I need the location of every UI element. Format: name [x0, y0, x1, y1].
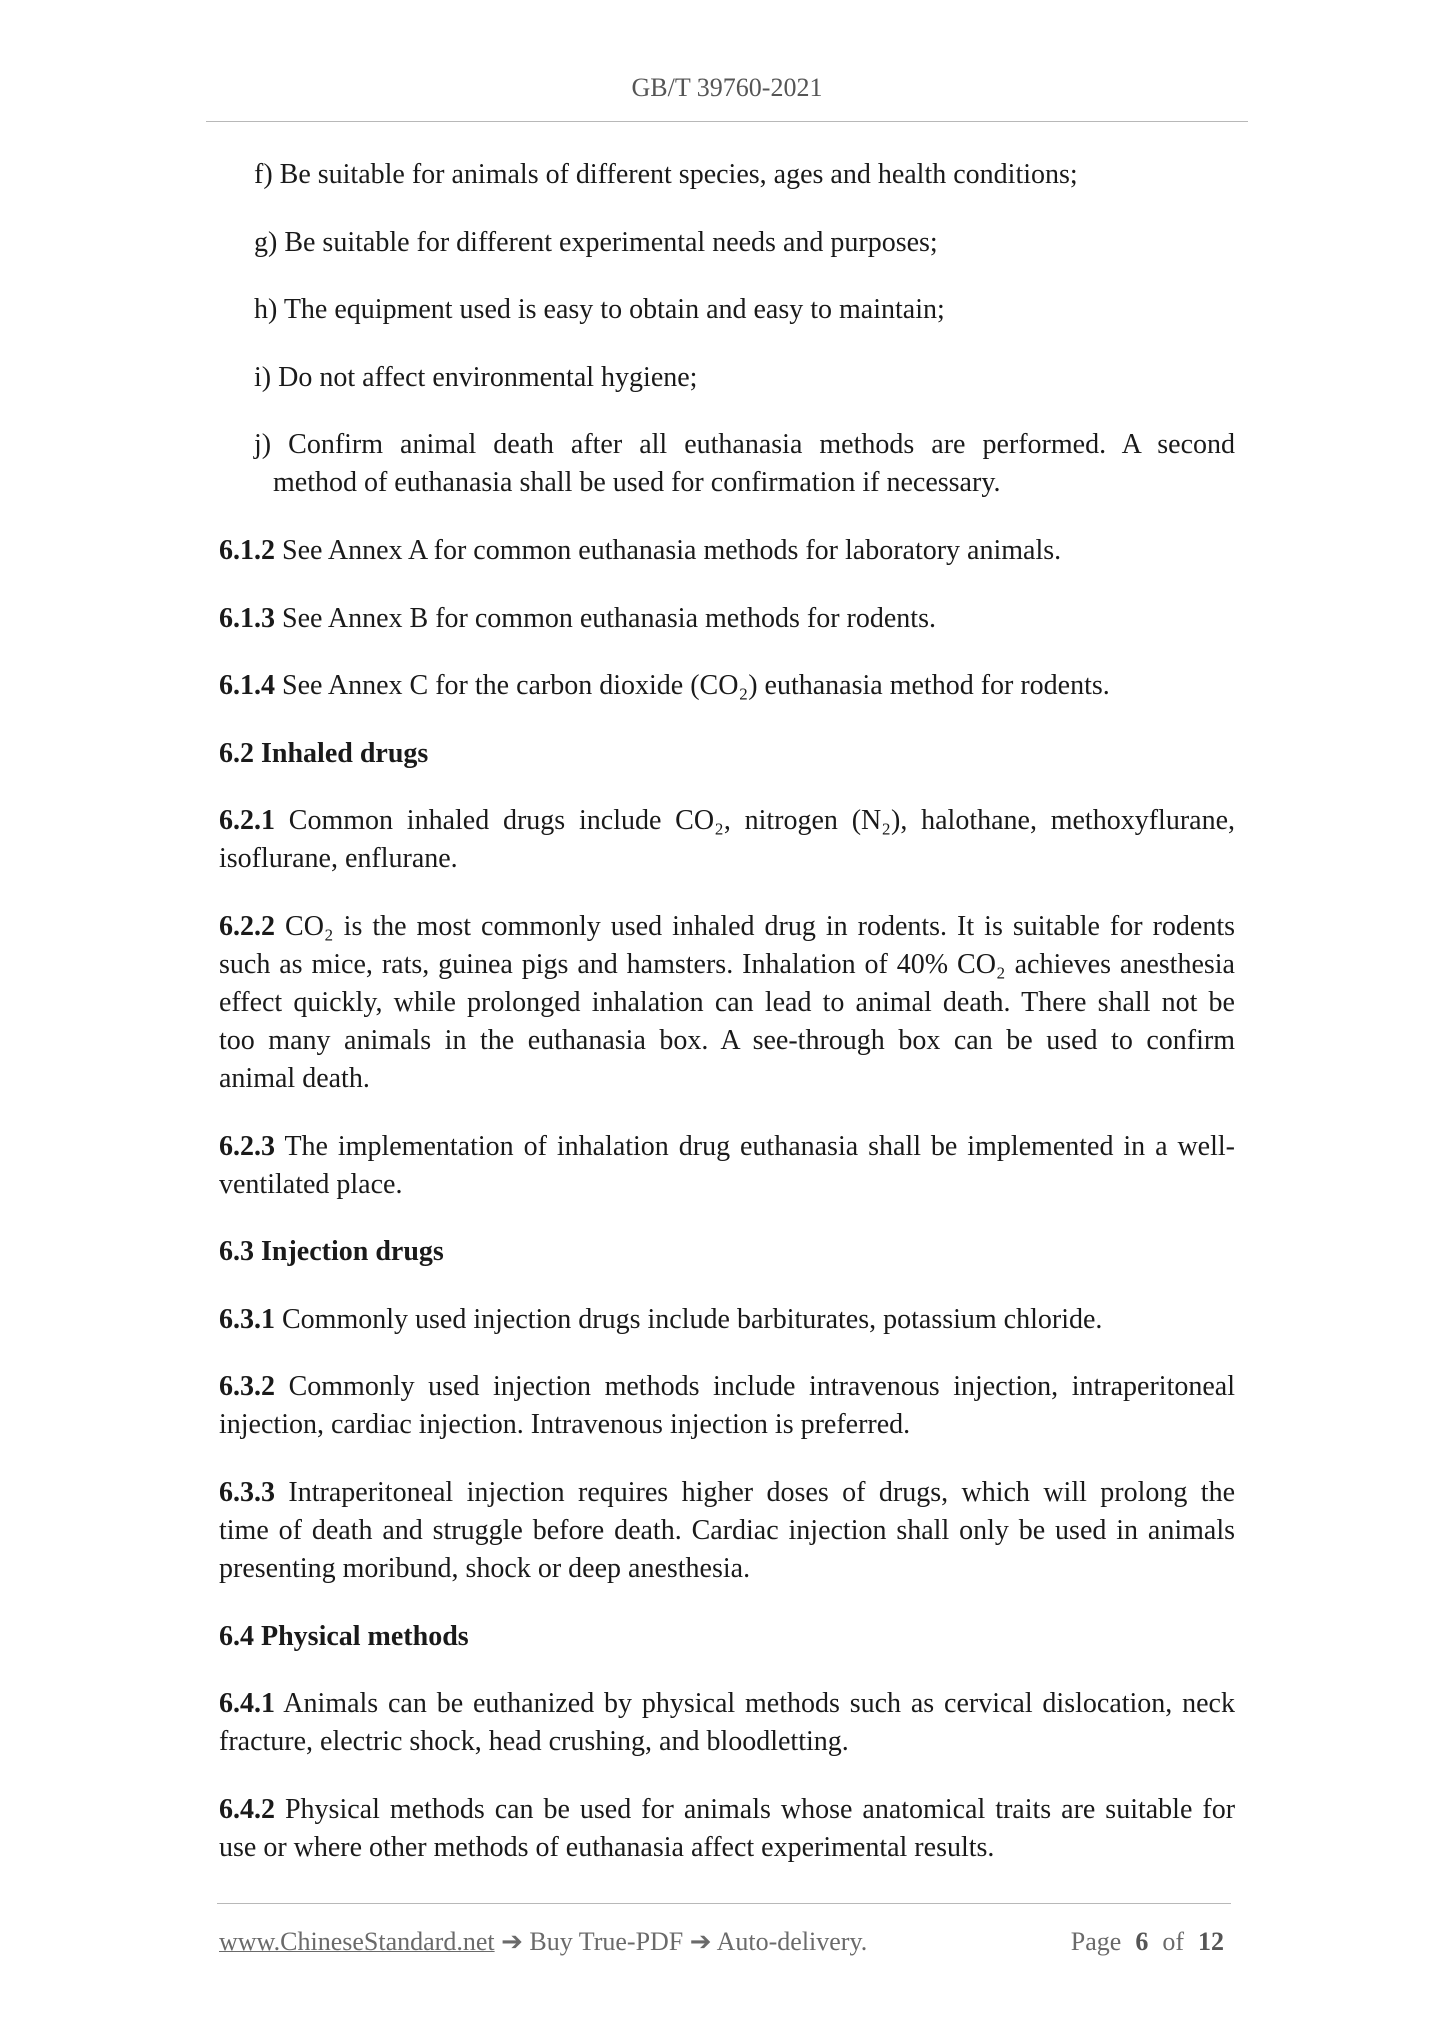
list-item-i	[254, 359, 1235, 397]
clause-number: 6.2.3	[219, 1130, 275, 1162]
clause-text: See Annex A for common euthanasia methods for laboratory animals.	[282, 534, 1062, 566]
clause-number: 6.2.2	[219, 910, 275, 942]
section-heading-6-2	[219, 735, 1235, 773]
clause-text: See Annex C for the carbon dioxide (CO₂) euthanasia method for rodents.	[282, 670, 1110, 702]
page-footer	[219, 1923, 1224, 1961]
list-item-line	[254, 291, 1235, 329]
header-divider	[206, 121, 1248, 122]
clause-6-3-2	[219, 1368, 1235, 1444]
clause-line	[219, 1368, 1235, 1406]
clause-line: too many animals in the euthanasia box. A see-through box can be used to confirm	[219, 1024, 1235, 1056]
list-item-label: j)	[254, 429, 272, 461]
list-item-h	[254, 291, 1235, 329]
page-total: 12	[1198, 1927, 1224, 1956]
clause-line: animal death.	[219, 1062, 370, 1094]
clause-number: 6.3.3	[219, 1476, 275, 1508]
clause-line	[219, 667, 1235, 705]
section-number: 6.2	[219, 737, 254, 769]
section-title: Physical methods	[261, 1620, 469, 1652]
clause-number: 6.1.4	[219, 670, 275, 702]
section-title: Injection drugs	[261, 1236, 444, 1268]
clause-6-1-2	[219, 532, 1235, 570]
section-number: 6.3	[219, 1236, 254, 1268]
clause-line: use or where other methods of euthanasia affect experimental results.	[219, 1831, 995, 1863]
list-item-line	[254, 426, 1235, 464]
page-indicator	[1071, 1923, 1224, 1961]
clause-number: 6.4.2	[219, 1793, 275, 1825]
list-item-text: Do not affect environmental hygiene;	[278, 361, 698, 393]
clause-line	[219, 802, 1235, 840]
clause-text: Intraperitoneal injection requires higher doses of drugs, which will prolong the	[288, 1476, 1236, 1508]
clause-line: presenting moribund, shock or deep anesthesia.	[219, 1552, 751, 1584]
section-heading-6-4	[219, 1618, 1235, 1656]
section-number: 6.4	[219, 1620, 254, 1652]
clause-line	[219, 908, 1235, 946]
clause-line	[219, 1128, 1235, 1166]
clause-number: 6.1.3	[219, 602, 275, 634]
clause-text: CO₂ is the most commonly used inhaled drug in rodents. It is suitable for rodents	[285, 910, 1236, 942]
page-of-label: of	[1162, 1927, 1184, 1956]
clause-6-1-4	[219, 667, 1235, 705]
clause-text: Commonly used injection drugs include barbiturates, potassium chloride.	[282, 1303, 1103, 1335]
list-item-j	[254, 426, 1235, 502]
clause-number: 6.2.1	[219, 805, 275, 837]
clause-number: 6.3.2	[219, 1371, 275, 1403]
clause-line: injection, cardiac injection. Intravenous injection is preferred.	[219, 1409, 911, 1441]
clause-line: isoflurane, enflurane.	[219, 843, 458, 875]
list-item-text: Be suitable for different experimental needs and purposes;	[284, 226, 938, 258]
clause-6-4-2	[219, 1791, 1235, 1867]
clause-line	[219, 532, 1235, 570]
clause-line	[219, 1685, 1235, 1723]
list-item-label: h)	[254, 294, 278, 326]
clause-6-1-3	[219, 600, 1235, 638]
page-body	[219, 156, 1235, 1896]
page-label: Page	[1070, 1927, 1122, 1956]
page-current: 6	[1135, 1927, 1149, 1956]
clause-6-3-1	[219, 1301, 1235, 1339]
clause-line: fracture, electric shock, head crushing, and bloodletting.	[219, 1726, 849, 1758]
clause-line	[219, 1474, 1235, 1512]
clause-line	[219, 1301, 1235, 1339]
list-item-line	[254, 156, 1235, 194]
clause-text: Commonly used injection methods include intravenous injection, intraperitoneal	[288, 1371, 1235, 1403]
clause-6-2-1	[219, 802, 1235, 878]
list-item-label: f)	[254, 159, 273, 190]
promo-text: ➔ Buy True-PDF ➔ Auto-delivery.	[501, 1927, 868, 1956]
clause-line: ventilated place.	[219, 1168, 403, 1200]
clause-text: Common inhaled drugs include CO₂, nitrogen (N₂), halothane, methoxyflurane,	[288, 805, 1235, 837]
list-item-line	[254, 224, 1235, 262]
clause-line	[219, 600, 1235, 638]
clause-6-2-2	[219, 908, 1235, 1098]
clause-line: such as mice, rats, guinea pigs and hamsters. Inhalation of 40% CO₂ achieves anesthesia	[219, 948, 1235, 980]
clause-line	[219, 1791, 1235, 1829]
footer-promo	[219, 1923, 867, 1961]
standard-code-header: GB/T 39760-2021	[631, 73, 823, 102]
list-item-continuation: method of euthanasia shall be used for confirmation if necessary.	[273, 467, 1001, 499]
clause-text: Animals can be euthanized by physical methods such as cervical dislocation, neck	[283, 1688, 1235, 1720]
clause-number: 6.1.2	[219, 534, 275, 566]
clause-line: time of death and struggle before death. Cardiac injection shall only be used in animals	[219, 1514, 1235, 1546]
footer-divider	[217, 1903, 1231, 1904]
list-item-line	[254, 359, 1235, 397]
clause-text: The implementation of inhalation drug euthanasia shall be implemented in a well-	[284, 1130, 1235, 1162]
clause-line: effect quickly, while prolonged inhalation can lead to animal death. There shall not be	[219, 986, 1235, 1018]
list-item-label: i)	[254, 361, 272, 393]
section-heading-6-3	[219, 1233, 1235, 1271]
list-item-g	[254, 224, 1235, 262]
clause-6-2-3	[219, 1128, 1235, 1204]
list-item-label: g)	[254, 226, 278, 258]
clause-number: 6.4.1	[219, 1688, 275, 1720]
list-item-f	[254, 156, 1235, 194]
section-title: Inhaled drugs	[261, 737, 429, 769]
clause-text: Physical methods can be used for animals whose anatomical traits are suitable for	[284, 1793, 1236, 1825]
clause-text: See Annex B for common euthanasia methods for rodents.	[282, 602, 936, 634]
clause-6-4-1	[219, 1685, 1235, 1761]
list-item-text: The equipment used is easy to obtain and easy to maintain;	[283, 294, 945, 326]
clause-6-3-3	[219, 1474, 1235, 1588]
list-item-text: Be suitable for animals of different species, ages and health conditions;	[279, 159, 1078, 190]
clause-number: 6.3.1	[219, 1303, 275, 1335]
site-link[interactable]: www.ChineseStandard.net	[219, 1927, 495, 1956]
list-item-text: Confirm animal death after all euthanasia methods are performed. A second	[288, 429, 1236, 461]
